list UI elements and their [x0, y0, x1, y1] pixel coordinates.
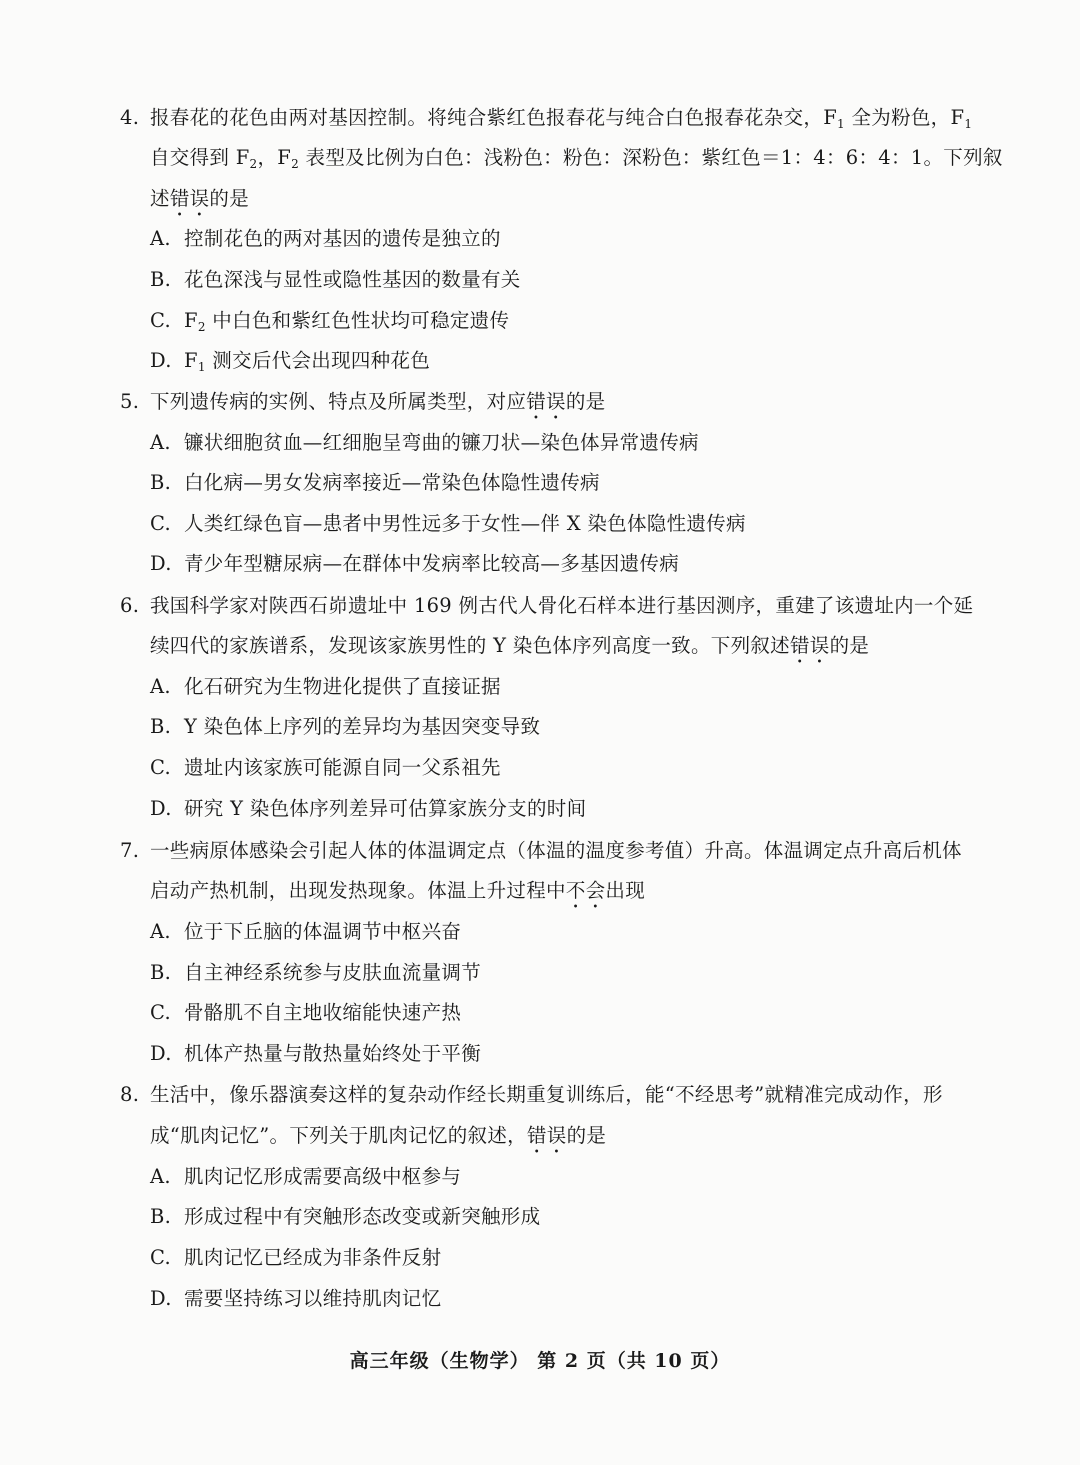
question-stem-line: 自交得到 $F_2$，$F_2$ 表型及比例为白色：浅粉色：粉色：深粉色：紫红色＝1：4：6：4：1。下列叙	[150, 146, 1003, 171]
option-a[interactable]: A. 控制花色的两对基因的遗传是独立的	[150, 227, 501, 250]
option-d[interactable]: D. 机体产热量与散热量始终处于平衡	[150, 1042, 482, 1065]
option-c[interactable]: C. 肌肉记忆已经成为非条件反射	[150, 1246, 442, 1269]
emphasis-text: 错误	[526, 390, 566, 413]
emphasis-text: 错误	[789, 634, 830, 657]
question-stem-line: 续四代的家族谱系，发现该家族男性的 Y 染色体序列高度一致。下列叙述错误的是	[150, 634, 870, 657]
option-c[interactable]: C. $F_2$ 中白色和紫红色性状均可稳定遗传	[150, 309, 510, 334]
question-stem-line: 启动产热机制，出现发热现象。体温上升过程中不会出现	[150, 879, 646, 902]
option-b[interactable]: B. 形成过程中有突触形态改变或新突触形成	[150, 1205, 541, 1228]
option-d[interactable]: D. 需要坚持练习以维持肌肉记忆	[150, 1287, 442, 1310]
option-b[interactable]: B. Y 染色体上序列的差异均为基因突变导致	[150, 715, 541, 738]
option-c[interactable]: C. 遗址内该家族可能源自同一父系祖先	[150, 756, 501, 779]
option-b[interactable]: B. 自主神经系统参与皮肤血流量调节	[150, 961, 482, 984]
question-stem-line: 成“肌肉记忆”。下列关于肌肉记忆的叙述，错误的是	[150, 1124, 607, 1147]
question-stem-line: 生活中，像乐器演奏这样的复杂动作经长期重复训练后，能“不经思考”就精准完成动作，形	[150, 1083, 943, 1106]
question-number: 7.	[120, 839, 140, 862]
option-a[interactable]: A. 肌肉记忆形成需要高级中枢参与	[150, 1165, 462, 1188]
question-number: 5.	[120, 390, 140, 413]
option-a[interactable]: A. 位于下丘脑的体温调节中枢兴奋	[150, 920, 462, 943]
option-c[interactable]: C. 骨骼肌不自主地收缩能快速产热	[150, 1001, 462, 1024]
emphasis-text: 不会	[565, 879, 606, 902]
emphasis-text: 错误	[169, 187, 210, 210]
option-b[interactable]: B. 花色深浅与显性或隐性基因的数量有关	[150, 268, 521, 291]
option-c[interactable]: C. 人类红绿色盲—患者中男性远多于女性—伴 X 染色体隐性遗传病	[150, 512, 746, 535]
question-number: 8.	[120, 1083, 140, 1106]
emphasis-text: 错误	[526, 1124, 567, 1147]
question-number: 4.	[120, 106, 140, 129]
question-stem-line: 我国科学家对陕西石峁遗址中 169 例古代人骨化石样本进行基因测序，重建了该遗址内一个延	[150, 594, 974, 617]
question-stem-line: 述错误的是	[150, 187, 250, 210]
question-stem-line: 下列遗传病的实例、特点及所属类型，对应错误的是	[150, 390, 606, 413]
page-footer: 高三年级（生物学） 第 2 页（共 10 页）	[349, 1350, 731, 1372]
option-a[interactable]: A. 镰状细胞贫血—红细胞呈弯曲的镰刀状—染色体异常遗传病	[150, 431, 699, 454]
question-stem-line: 报春花的花色由两对基因控制。将纯合紫红色报春花与纯合白色报春花杂交，$F_1$ 全为粉色，$F_1$	[150, 106, 973, 131]
question-number: 6.	[120, 594, 140, 617]
question-stem-line: 一些病原体感染会引起人体的体温调定点（体温的温度参考值）升高。体温调定点升高后机体	[150, 839, 962, 862]
option-a[interactable]: A. 化石研究为生物进化提供了直接证据	[150, 675, 501, 698]
option-d[interactable]: D. $F_1$ 测交后代会出现四种花色	[150, 349, 431, 374]
option-d[interactable]: D. 研究 Y 染色体序列差异可估算家族分支的时间	[150, 797, 587, 820]
option-d[interactable]: D. 青少年型糖尿病—在群体中发病率比较高—多基因遗传病	[150, 552, 680, 575]
option-b[interactable]: B. 白化病—男女发病率接近—常染色体隐性遗传病	[150, 471, 600, 494]
